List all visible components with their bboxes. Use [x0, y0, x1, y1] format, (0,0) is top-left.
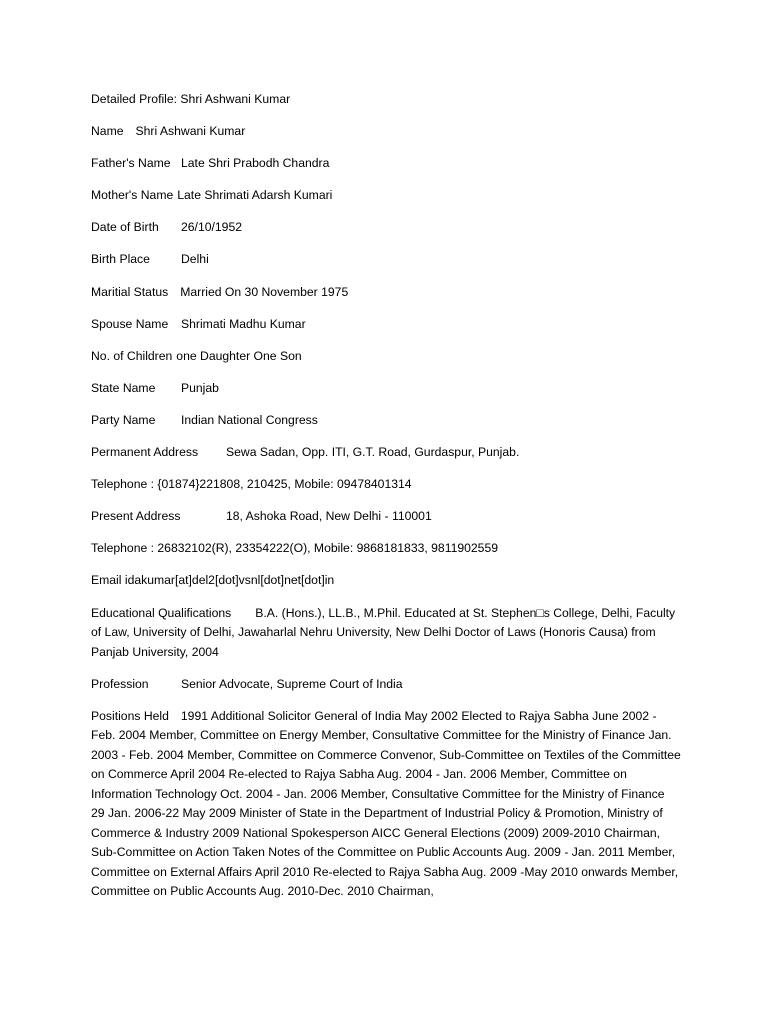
name-value: Shri Ashwani Kumar [135, 124, 246, 139]
mother-name-label: Mother's Name [91, 188, 174, 203]
mother-name-value: Late Shrimati Adarsh Kumari [177, 188, 333, 203]
field-mother-name [91, 186, 681, 206]
positions-label: Positions Held [91, 708, 169, 723]
field-name [91, 122, 681, 142]
field-spouse-name [91, 315, 681, 335]
profile-content [91, 90, 681, 914]
permanent-address-label: Permanent Address [91, 445, 199, 460]
present-address-label: Present Address [91, 509, 181, 524]
field-date-of-birth [91, 218, 681, 238]
father-name-value: Late Shri Prabodh Chandra [181, 156, 330, 171]
email-line: Email idakumar[at]del2[dot]vsnl[dot]net[dot]in [91, 573, 335, 588]
field-state-name [91, 379, 681, 399]
field-party-name [91, 411, 681, 431]
spouse-name-label: Spouse Name [91, 316, 169, 331]
father-name-label: Father's Name [91, 156, 171, 171]
field-educational-qualifications [91, 604, 681, 663]
profile-title: Detailed Profile: Shri Ashwani Kumar [91, 92, 291, 106]
education-value: B.A. (Hons.), LL.B., M.Phil. Educated at St. Stephen□s College, Delhi, Faculty of Law, University of Delhi, Jawaharlal Nehru University, New Delhi Doctor of Laws (Honoris Causa) from Panjab University, 2004 [91, 605, 676, 659]
education-label: Educational Qualifications [91, 605, 232, 620]
marital-status-value: Married On 30 November 1975 [180, 284, 349, 299]
present-address-value: 18, Ashoka Road, New Delhi - 110001 [226, 509, 432, 524]
profession-value: Senior Advocate, Supreme Court of India [181, 676, 403, 691]
children-label: No. of Children [91, 348, 173, 363]
field-present-address [91, 507, 681, 527]
positions-value: 1991 Additional Solicitor General of India May 2002 Elected to Rajya Sabha June 2002 - Feb. 2004 Member, Committee on Energy Member, Consultative Committee for the Ministry of Finance Jan. 2003 - Feb. 2004 Member, Committee on Commerce Convenor, Sub-Committee on Textiles of the Committee on Commerce April 2004 Re-elected to Rajya Sabha Aug. 2004 - Jan. 2006 Member, Committee on Information Technology Oct. 2004 - Jan. 2006 Member, Consultative Committee for the Ministry of Finance 29 Jan. 2006-22 May 2009 Minister of State in the Department of Industrial Policy & Promotion, Ministry of Commerce & Industry 2009 National Spokesperson AICC General Elections (2009) 2009-2010 Chairman, Sub-Committee on Action Taken Notes of the Committee on Public Accounts Aug. 2009 - Jan. 2011 Member, Committee on External Affairs April 2010 Re-elected to Rajya Sabha Aug. 2009 -May 2010 onwards Member, Committee on Public Accounts Aug. 2010-Dec. 2010 Chairman, [91, 708, 681, 899]
field-positions-held [91, 707, 681, 902]
party-name-value: Indian National Congress [181, 412, 318, 427]
party-name-label: Party Name [91, 412, 156, 427]
birth-place-label: Birth Place [91, 252, 150, 267]
dob-value: 26/10/1952 [181, 220, 242, 235]
field-marital-status [91, 283, 681, 303]
name-label: Name [91, 124, 124, 139]
marital-status-label: Maritial Status [91, 284, 169, 299]
dob-label: Date of Birth [91, 220, 159, 235]
telephone-permanent: Telephone : {01874}221808, 210425, Mobile: 09478401314 [91, 477, 412, 492]
field-profession [91, 675, 681, 695]
birth-place-value: Delhi [181, 252, 209, 267]
state-name-value: Punjab [181, 380, 219, 395]
field-permanent-address [91, 443, 681, 463]
field-birth-place [91, 250, 681, 270]
children-value: one Daughter One Son [176, 348, 302, 363]
permanent-address-value: Sewa Sadan, Opp. ITI, G.T. Road, Gurdaspur, Punjab. [226, 445, 520, 460]
telephone-present: Telephone : 26832102(R), 23354222(O), Mobile: 9868181833, 9811902559 [91, 541, 499, 556]
spouse-name-value: Shrimati Madhu Kumar [181, 316, 306, 331]
state-name-label: State Name [91, 380, 156, 395]
profession-label: Profession [91, 676, 149, 691]
field-children [91, 347, 681, 367]
field-father-name [91, 154, 681, 174]
